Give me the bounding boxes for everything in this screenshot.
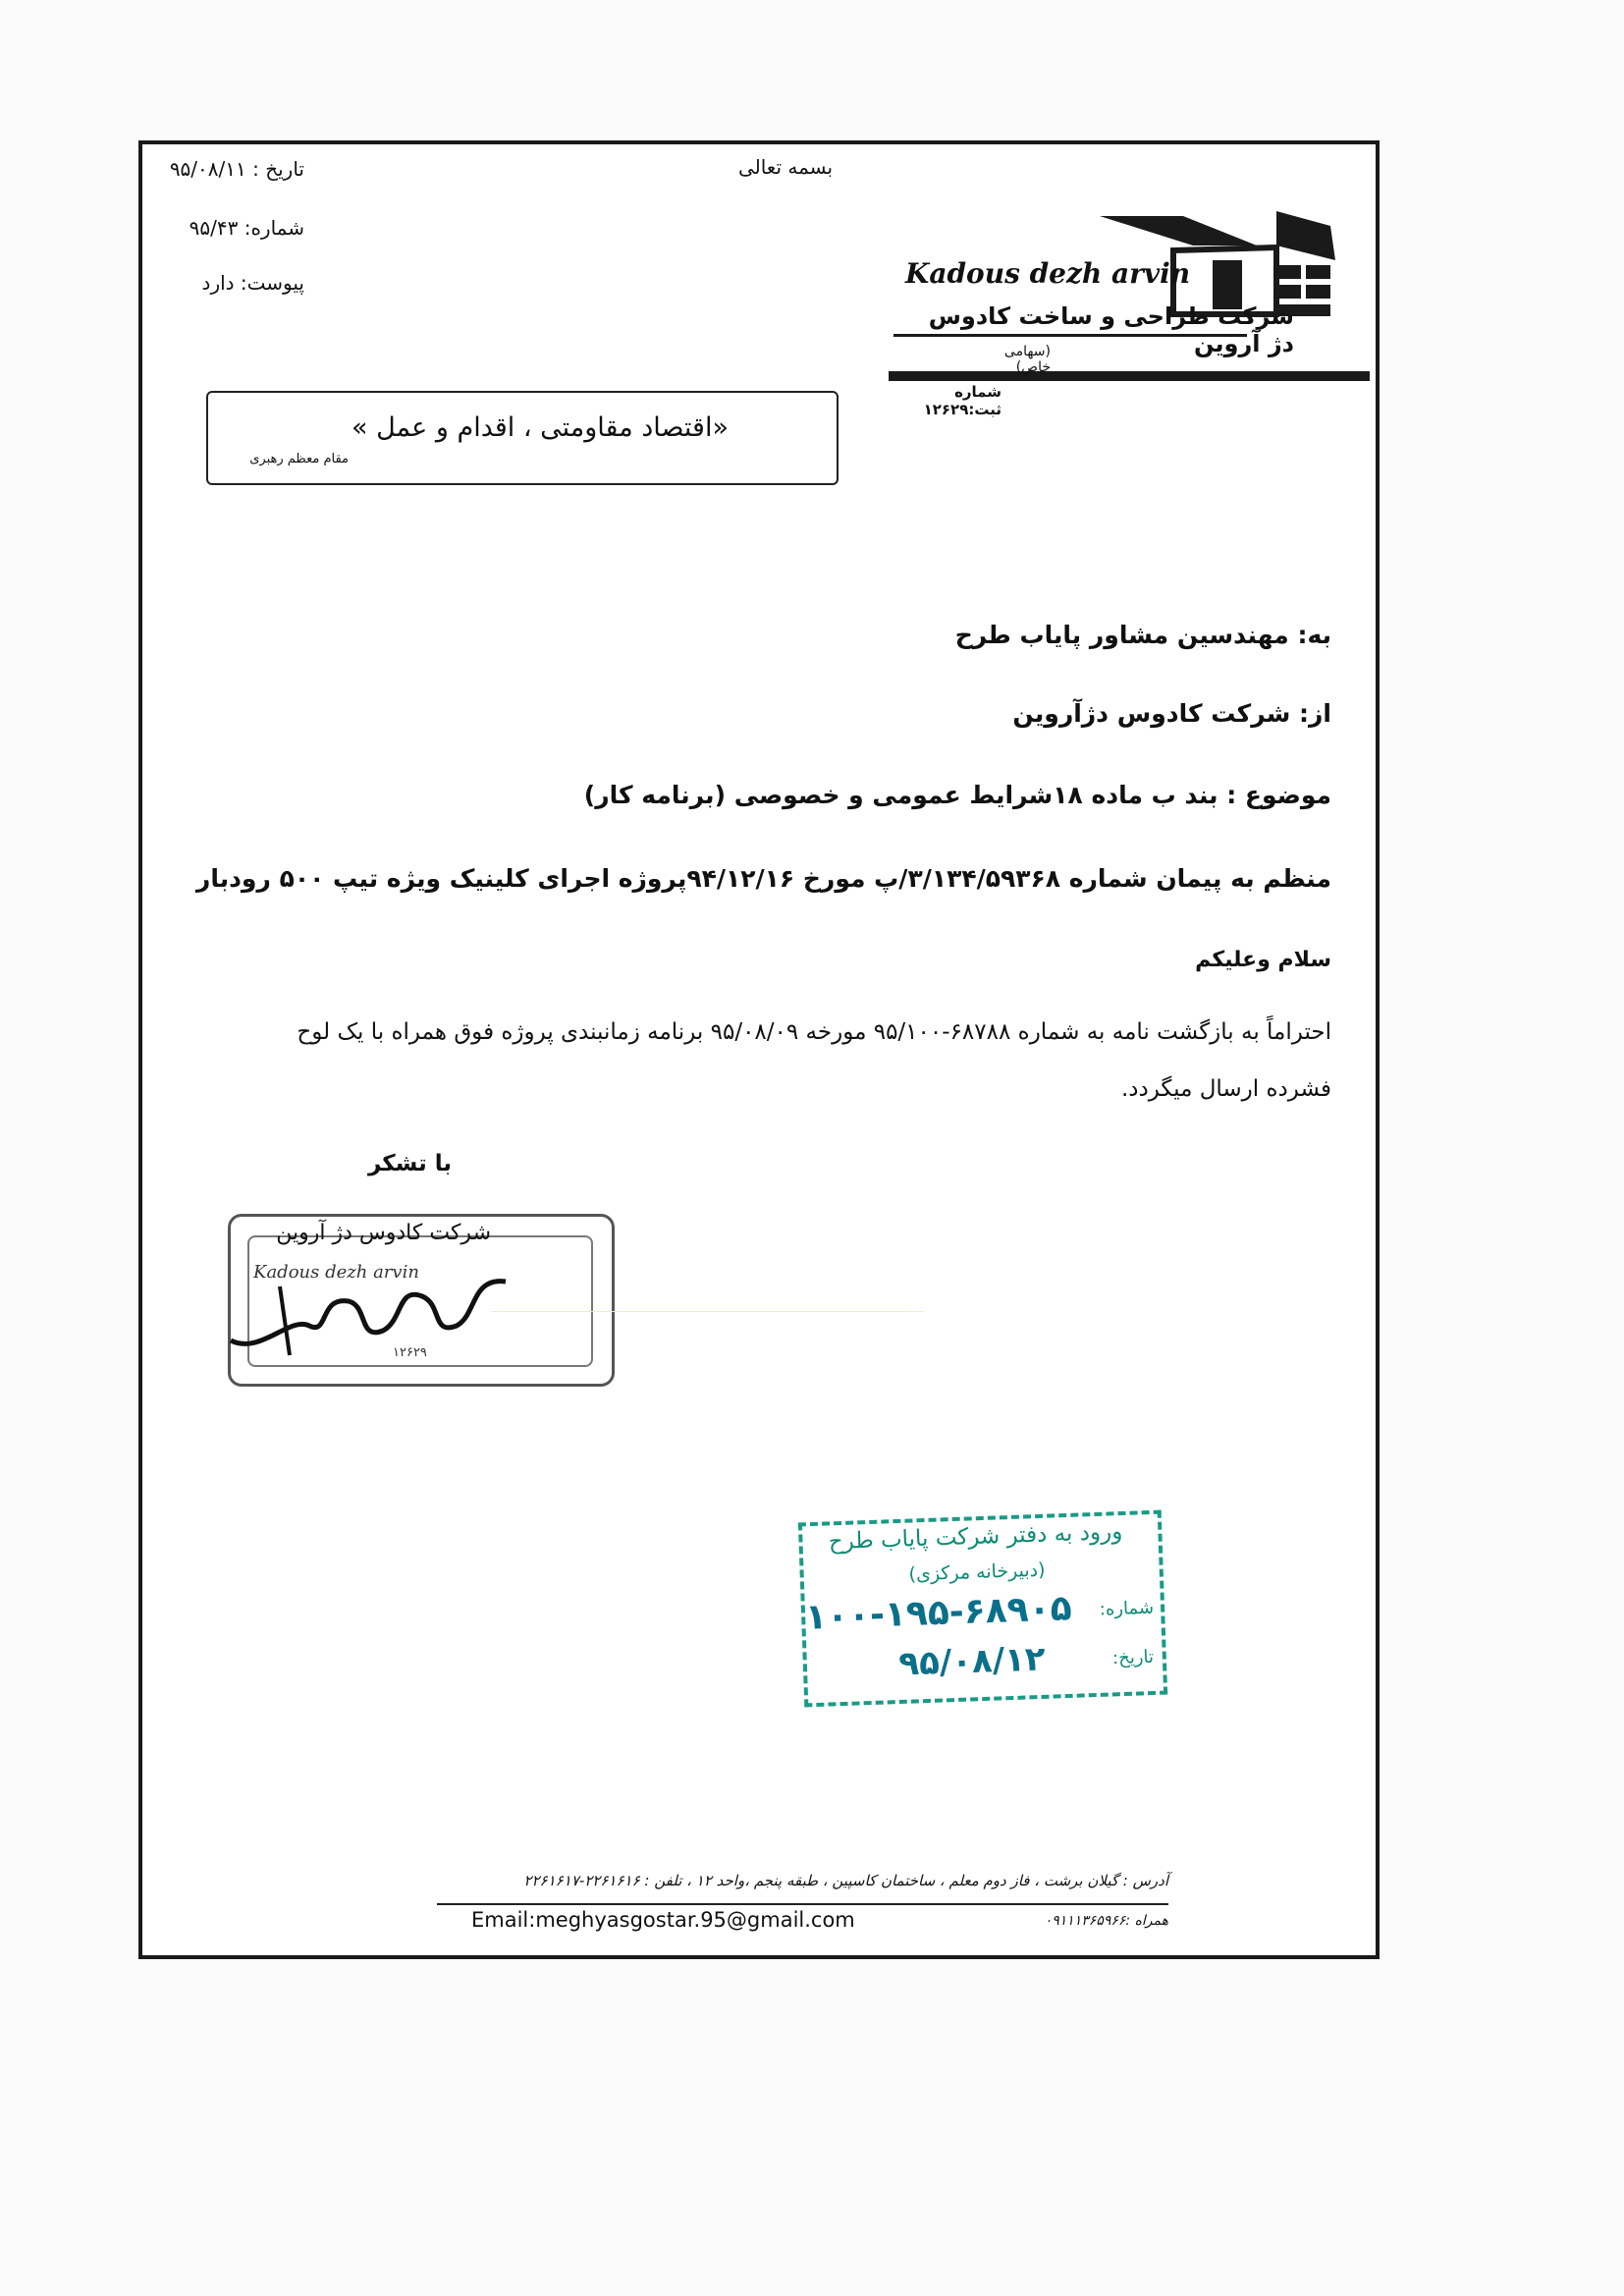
company-stamp-latin: Kadous dezh arvin <box>253 1262 419 1283</box>
sender-line: از: شرکت کادوس دژآروین <box>1012 699 1331 728</box>
body-paragraph: احتراماً به بازگشت نامه به شماره ۶۸۷۸۸-۹۵/۱۰۰ مورخه ۹۵/۰۸/۰۹ برنامه زمانبندی پروژه فوق همراه با یک لوح فشرده ارسال میگردد. <box>297 1019 1331 1102</box>
number-line <box>137 216 304 240</box>
date-label: تاریخ : <box>252 157 304 181</box>
recipient-line: به: مهندسین مشاور پایاب طرح <box>954 621 1331 649</box>
footer-mobile: همراه :۰۹۱۱۱۳۶۵۹۶۶ <box>1044 1913 1168 1929</box>
receipt-date-label: تاریخ: <box>1111 1646 1155 1669</box>
bismillah: بسمه تعالی <box>737 155 834 179</box>
greeting: سلام وعلیکم <box>1195 948 1331 972</box>
attachment-label: پیوست: <box>240 271 304 295</box>
closing-thanks: با تشکر <box>367 1151 452 1176</box>
attachment-line <box>137 271 304 295</box>
signatory-name: شرکت کادوس دژ آروین <box>276 1221 491 1245</box>
footer-address: آدرس : گیلان برشت ، فاز دوم معلم ، ساختمان کاسپین ، طبقه پنجم ،واحد ۱۲ ، تلفن : ۲۲۶۱۶۱۶-۲۲۶۱۶۱۷ <box>523 1872 1168 1889</box>
number-label: شماره: <box>244 216 304 240</box>
company-stamp-registration: ۱۲۶۲۹ <box>393 1345 427 1360</box>
logo-company-name: شرکت طراحی و ساخت کادوس دژ آروین <box>928 302 1294 357</box>
receipt-number-label: شماره: <box>1099 1597 1155 1620</box>
signature-icon <box>221 1247 535 1365</box>
date-line <box>137 157 304 181</box>
receipt-stamp-title: ورود به دفتر شرکت پایاب طرح <box>828 1518 1123 1556</box>
receipt-number-value: ۱۰۰-۱۹۵-۶۸۹۰۵ <box>804 1588 1073 1638</box>
footer-email: Email:meghyasgostar.95@gmail.com <box>471 1908 855 1932</box>
footer-rule <box>437 1903 1168 1905</box>
slogan-attribution: مقام معظم رهبری <box>249 452 349 466</box>
slogan-text: «اقتصاد مقاومتی ، اقدام و عمل » <box>352 412 729 443</box>
logo-company-type: (سهامی خاص) <box>1003 344 1051 375</box>
date-value: ۹۵/۰۸/۱۱ <box>169 157 246 181</box>
reference-line: منظم به پیمان شماره ۳/۱۳۴/۵۹۳۶۸/پ مورخ ۹۴/۱۲/۱۶پروژه اجرای کلینیک ویژه تیپ ۵۰۰ رودبار <box>195 864 1331 893</box>
logo-latin-name: Kadous dezh arvin <box>905 257 1191 290</box>
subject-line: موضوع : بند ب ماده ۱۸شرایط عمومی و خصوصی (برنامه کار) <box>583 781 1331 809</box>
number-value: ۹۵/۴۳ <box>189 216 239 240</box>
faint-rule <box>491 1311 923 1312</box>
attachment-value: دارد <box>201 271 235 295</box>
logo-registration: شماره ثبت:۱۲۶۲۹ <box>923 383 1001 418</box>
receipt-date-value: ۹۵/۰۸/۱۲ <box>897 1639 1047 1684</box>
receipt-stamp-subtitle: (دبیرخانه مرکزی) <box>908 1558 1046 1586</box>
